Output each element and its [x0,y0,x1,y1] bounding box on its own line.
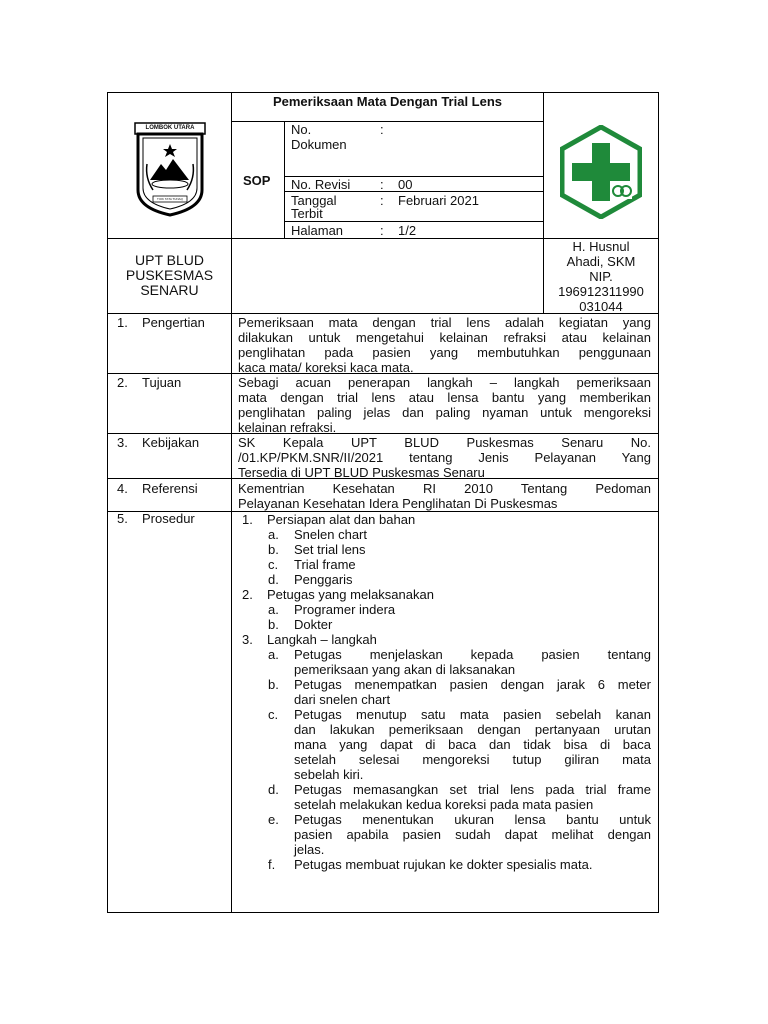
document-title: Pemeriksaan Mata Dengan Trial Lens [272,94,503,109]
tujuan-line-3: penglihatan paling jelas dan paling nyaman untuk mengoreksi [238,405,651,420]
step-1-c-marker: c. [268,557,279,572]
step-2-a-marker: a. [268,602,279,617]
halaman-value: 1/2 [398,223,417,238]
step-3-c-line-4: setelah selesai mengoreksi tutup giliran mata [294,752,651,767]
lombok-utara-label: LOMBOK UTARA [145,125,195,131]
step-1-number: 1. [242,512,253,527]
step-1-title: Persiapan alat dan bahan [267,512,416,527]
step-3-c-line-2: dan lakukan pemeriksaan dengan pertanyaan urutan [294,722,651,737]
halaman-colon: : [380,223,384,238]
no-dokumen-colon: : [380,122,384,137]
step-3-e-line-2: pasien apabila pasien sudah dapat melihat dengan [294,827,651,842]
signer-line-4: 196912311990 [558,284,644,299]
step-1-c-text: Trial frame [294,557,356,572]
step-3-e-marker: e. [268,812,279,827]
org-name-line-2: PUSKESMAS [125,267,214,283]
step-2-b-marker: b. [268,617,279,632]
no-revisi-label: No. Revisi [291,177,351,192]
signer-line-1: H. Husnul [572,239,630,254]
step-3-d-line-1: Petugas memasangkan set trial lens pada trial frame [294,782,651,797]
step-1-a-marker: a. [268,527,279,542]
kebijakan-line-3: Tersedia di UPT BLUD Puskesmas Senaru [238,465,485,480]
step-2-number: 2. [242,587,253,602]
step-1-d-marker: d. [268,572,279,587]
step-3-c-line-5: sebelah kiri. [294,767,364,782]
step-3-c-line-3: mana yang dapat di baca dan tidak bisa di baca [294,737,651,752]
tujuan-line-4: kelainan refraksi. [238,420,337,435]
step-3-number: 3. [242,632,253,647]
step-3-b-marker: b. [268,677,279,692]
step-3-f-line-1: Petugas membuat rujukan ke dokter spesialis mata. [294,857,593,872]
step-3-a-line-1: Petugas menjelaskan kepada pasien tentang [294,647,651,662]
pengertian-line-3: penglihatan pada pasien yang membutuhkan penggunaan [238,345,651,360]
signer-line-2: Ahadi, SKM [566,254,636,269]
no-dokumen-label-2: Dokumen [291,137,347,152]
pengertian-line-2: dilakukan untuk mengetahui kelainan refraksi atau kelainan [238,330,651,345]
tanggal-terbit-colon: : [380,193,384,208]
step-3-e-line-1: Petugas menentukan ukuran lensa bantu untuk [294,812,651,827]
puskesmas-logo [560,125,642,219]
prosedur-label: Prosedur [142,511,195,526]
tujuan-line-1: Sebagi acuan penerapan langkah – langkah pemeriksaan [238,375,651,390]
step-3-d-marker: d. [268,782,279,797]
signer-line-3: NIP. [589,269,613,284]
step-1-a-text: Snelen chart [294,527,367,542]
org-name-line-1: UPT BLUD [135,252,204,268]
tujuan-line-2: mata dengan trial lens atau lensa bantu yang memberikan [238,390,651,405]
step-1-b-text: Set trial lens [294,542,366,557]
pengertian-label: Pengertian [142,315,205,330]
step-3-title: Langkah – langkah [267,632,377,647]
referensi-line-1: Kementrian Kesehatan RI 2010 Tentang Pedoman [238,481,651,496]
step-3-c-line-1: Petugas menutup satu mata pasien sebelah kanan [294,707,651,722]
pengertian-line-4: kaca mata/ koreksi kaca mata. [238,360,414,375]
tujuan-number: 2. [117,375,128,390]
referensi-label: Referensi [142,481,198,496]
step-1-b-marker: b. [268,542,279,557]
step-3-f-marker: f. [268,857,276,872]
kebijakan-line-2: /01.KP/PKM.SNR/II/2021 tentang Jenis Pelayanan Yang [238,450,651,465]
no-dokumen-label-1: No. [291,122,312,137]
step-2-a-text: Programer indera [294,602,396,617]
step-3-d-line-2: setelah melakukan kedua koreksi pada mata pasien [294,797,594,812]
kebijakan-label: Kebijakan [142,435,200,450]
referensi-line-2: Pelayanan Kesehatan Idera Penglihatan Di Puskesmas [238,496,558,511]
step-2-b-text: Dokter [294,617,333,632]
pengertian-line-1: Pemeriksaan mata dengan trial lens adalah kegiatan yang [238,315,651,330]
step-3-c-marker: c. [268,707,279,722]
step-3-b-line-2: dari snelen chart [294,692,391,707]
no-revisi-value: 00 [398,177,413,192]
tujuan-label: Tujuan [142,375,182,390]
lombok-utara-motto: TIOK TATA TUNAQ [157,197,183,201]
step-2-title: Petugas yang melaksanakan [267,587,434,602]
referensi-number: 4. [117,481,128,496]
step-3-a-line-2: pemeriksaan yang akan di laksanakan [294,662,516,677]
tanggal-terbit-label-1: Tanggal [291,193,337,208]
sop-label: SOP [243,173,271,188]
step-3-b-line-1: Petugas menempatkan pasien dengan jarak 6 meter [294,677,651,692]
kebijakan-line-1: SK Kepala UPT BLUD Puskesmas Senaru No. [238,435,651,450]
step-1-d-text: Penggaris [294,572,353,587]
lombok-utara-logo [133,120,207,218]
no-revisi-colon: : [380,177,384,192]
kebijakan-number: 3. [117,435,128,450]
prosedur-number: 5. [117,511,128,526]
org-name-line-3: SENARU [140,282,199,298]
step-3-e-line-3: jelas. [294,842,325,857]
step-3-a-marker: a. [268,647,279,662]
signer-line-5: 031044 [579,299,623,314]
halaman-label: Halaman [291,223,344,238]
tanggal-terbit-label-2: Terbit [291,206,323,221]
tanggal-terbit-value: Februari 2021 [398,193,479,208]
pengertian-number: 1. [117,315,128,330]
